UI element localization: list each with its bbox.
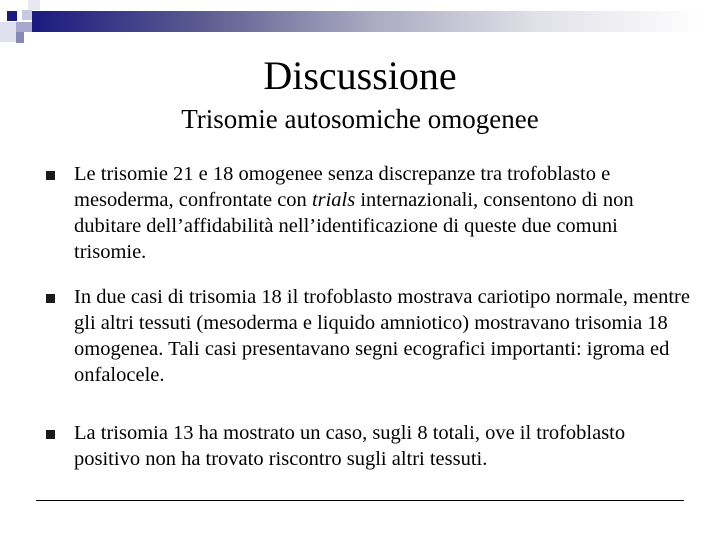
footer-divider	[36, 500, 684, 501]
bullet-icon	[46, 171, 55, 180]
bullet-icon	[46, 294, 55, 303]
header-gradient-bar	[32, 11, 702, 32]
slide-subtitle: Trisomie autosomiche omogenee	[181, 104, 539, 134]
decor-square	[0, 22, 16, 42]
decor-square	[16, 32, 24, 43]
decor-square	[16, 22, 32, 32]
slide-title: Discussione	[263, 53, 457, 98]
bullet-text: In due casi di trisomia 18 il trofoblasto mostrava cariotipo normale, mentre gli altri tessuti (mesoderma e liquido amniotico) mostravano trisomia 18 omogenea. Tali casi presentavano segni ecografici importanti: igroma ed onfalocele.	[74, 286, 690, 386]
bullet-text: Le trisomie 21 e 18 omogenee senza discrepanze tra trofoblasto e mesoderma, confrontate con trials internazionali, consentono di non dubitare dell’affidabilità nell’identificazione di queste due comuni trisomie.	[74, 163, 634, 263]
decor-square	[22, 10, 32, 20]
decor-square	[7, 11, 17, 21]
bullet-icon	[46, 430, 55, 439]
decor-square	[28, 0, 40, 10]
bullet-text: La trisomia 13 ha mostrato un caso, sugli 8 totali, ove il trofoblasto positivo non ha trovato riscontro sugli altri tessuti.	[74, 422, 626, 470]
